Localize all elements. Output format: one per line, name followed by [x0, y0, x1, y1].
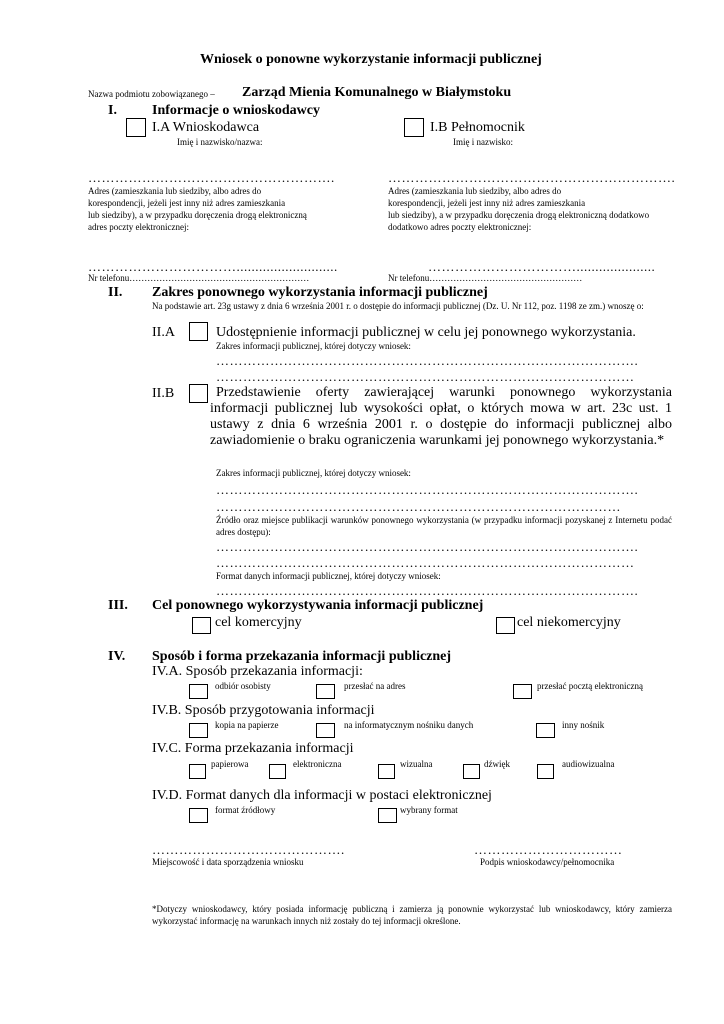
- mail-address-label: przesłać na adres: [344, 681, 406, 691]
- option-2b-text: Przedstawienie oferty zawierającej warunki ponownego wykorzystania informacji publicznej lub wysokości opłat, o których mowa w art. 23c ust. 1 ustawy z dnia 6 września 2001 r. o dostępie do informacji publicznej albo zawiadomienie o braku ograniczenia warunkami jej ponownego wykorzystania.*: [210, 385, 672, 448]
- paper-form-label: papierowa: [211, 759, 249, 769]
- applicant-address-label: Adres (zamieszkania lub siedziby, albo adres do korespondencji, jeżeli jest inny niż adres zamieszkania lub siedziby), a w przypadku doręczenia drogą elektroniczną adres poczty elektronicznej:: [88, 186, 307, 232]
- digital-medium-checkbox[interactable]: [316, 723, 335, 738]
- section2-intro: Na podstawie art. 23g ustawy z dnia 6 września 2001 r. o dostępie do informacji publicznej (Dz. U. Nr 112, poz. 1198 ze zm.) wnoszę o:: [152, 301, 644, 311]
- other-medium-checkbox[interactable]: [536, 723, 555, 738]
- option-2a-code: II.A: [152, 325, 175, 340]
- form-title: Wniosek o ponowne wykorzystanie informacji publicznej: [200, 52, 542, 67]
- noncommercial-label: cel niekomercyjny: [517, 615, 621, 630]
- email-checkbox[interactable]: [513, 684, 532, 699]
- section3-title: Cel ponownego wykorzystywania informacji publicznej: [152, 598, 484, 613]
- signature-label: Podpis wnioskodawcy/pełnomocnika: [480, 857, 615, 867]
- applicant-label: I.A Wnioskodawca: [152, 120, 260, 135]
- noncommercial-checkbox[interactable]: [496, 617, 515, 634]
- email-label: przesłać pocztą elektroniczną: [537, 681, 643, 691]
- section1-number: I.: [108, 103, 117, 118]
- option-2b-checkbox[interactable]: [189, 384, 208, 403]
- entity-name: Zarząd Mienia Komunalnego w Białymstoku: [242, 85, 512, 100]
- proxy-checkbox[interactable]: [404, 118, 424, 137]
- other-medium-label: inny nośnik: [562, 720, 605, 730]
- source-field-1[interactable]: ………………………………………………………………………………….: [216, 539, 639, 554]
- data-format-field[interactable]: ………………………………………………………………………………….: [216, 583, 639, 598]
- delivery-form-title: IV.C. Forma przekazania informacji: [152, 741, 354, 756]
- visual-form-checkbox[interactable]: [378, 764, 395, 779]
- chosen-format-checkbox[interactable]: [378, 808, 397, 823]
- commercial-checkbox[interactable]: [192, 617, 211, 634]
- paper-copy-label: kopia na papierze: [215, 720, 279, 730]
- place-date-label: Miejscowość i data sporządzenia wniosku: [152, 857, 304, 867]
- option-2a-checkbox[interactable]: [189, 322, 208, 341]
- option-2b-scope-field-2[interactable]: ………………………………………………………………………………: [216, 499, 621, 514]
- pickup-checkbox[interactable]: [189, 684, 208, 699]
- applicant-phone-field[interactable]: Nr telefonu……………………………………………………: [88, 273, 310, 283]
- option-2a-scope-field-2[interactable]: …………………………………………………………………………………: [216, 369, 635, 384]
- electronic-form-label: elektroniczna: [293, 759, 342, 769]
- chosen-format-label: wybrany format: [400, 805, 458, 815]
- option-2a-scope-field-1[interactable]: ………………………………………………………………………………….: [216, 353, 639, 368]
- source-format-label: format źródłowy: [215, 805, 276, 815]
- audio-form-checkbox[interactable]: [463, 764, 480, 779]
- pickup-label: odbiór osobisty: [215, 681, 271, 691]
- data-format-section-title: IV.D. Format danych dla informacji w postaci elektronicznej: [152, 788, 492, 803]
- proxy-address-label: Adres (zamieszkania lub siedziby, albo adres do korespondencji, jeżeli jest inny niż adres zamieszkania lub siedziby), a w przypadku doręczenia drogą elektroniczną dodatkowo dodatkowo adres poczty elektronicznej:: [388, 186, 650, 232]
- applicant-name-label: Imię i nazwisko/nazwa:: [177, 137, 263, 147]
- option-2b-scope-field-1[interactable]: ………………………………………………………………………………….: [216, 482, 639, 497]
- proxy-name-label: Imię i nazwisko:: [453, 137, 513, 147]
- paper-copy-checkbox[interactable]: [189, 723, 208, 738]
- proxy-phone-field[interactable]: Nr telefonu……………………………………………: [388, 273, 583, 283]
- electronic-form-checkbox[interactable]: [269, 764, 286, 779]
- visual-form-label: wizualna: [400, 759, 433, 769]
- signature-field[interactable]: ……………………………: [474, 842, 623, 857]
- proxy-address-field[interactable]: …………………………….....................: [428, 259, 656, 274]
- commercial-label: cel komercyjny: [215, 615, 302, 630]
- source-label: Źródło oraz miejsce publikacji warunków ponownego wykorzystania (w przypadku informacji pozyskanej z Internetu podać adres dostępu):: [216, 515, 672, 537]
- applicant-name-field[interactable]: ……………………………………………….: [88, 170, 335, 185]
- section2-number: II.: [108, 285, 123, 300]
- audiovisual-form-checkbox[interactable]: [537, 764, 554, 779]
- audio-form-label: dźwięk: [484, 759, 510, 769]
- section2-title: Zakres ponownego wykorzystania informacji publicznej: [152, 285, 488, 300]
- preparation-method-title: IV.B. Sposób przygotowania informacji: [152, 703, 375, 718]
- applicant-checkbox[interactable]: [126, 118, 146, 137]
- option-2a-scope-label: Zakres informacji publicznej, której dotyczy wniosek:: [216, 341, 411, 351]
- applicant-address-field[interactable]: ……………………………...........................: [88, 259, 338, 274]
- paper-form-checkbox[interactable]: [189, 764, 206, 779]
- audiovisual-form-label: audiowizualna: [562, 759, 615, 769]
- option-2a-text: Udostępnienie informacji publicznej w celu jej ponownego wykorzystania.: [216, 325, 636, 340]
- source-format-checkbox[interactable]: [189, 808, 208, 823]
- option-2b-scope-label: Zakres informacji publicznej, której dotyczy wniosek:: [216, 468, 411, 478]
- section3-number: III.: [108, 598, 128, 613]
- section4-title: Sposób i forma przekazania informacji publicznej: [152, 649, 452, 664]
- mail-address-checkbox[interactable]: [316, 684, 335, 699]
- section4-number: IV.: [108, 649, 126, 664]
- option-2b-code: II.B: [152, 386, 175, 401]
- place-date-field[interactable]: …………………………………….: [152, 842, 345, 857]
- entity-label: Nazwa podmiotu zobowiązanego –: [88, 89, 215, 99]
- digital-medium-label: na informatycznym nośniku danych: [344, 720, 474, 730]
- source-field-2[interactable]: …………………………………………………………………………………: [216, 555, 635, 570]
- footnote: *Dotyczy wnioskodawcy, który posiada informację publiczną i zamierza ją ponownie wykorzystać lub wnioskodawcy, który zamierza wykorzystać informację na warunkach innych niż zostały do tej informacji określone.: [152, 904, 672, 926]
- delivery-method-title: IV.A. Sposób przekazania informacji:: [152, 664, 363, 679]
- section1-title: Informacje o wnioskodawcy: [152, 103, 320, 118]
- proxy-label: I.B Pełnomocnik: [430, 120, 525, 135]
- data-format-label: Format danych informacji publicznej, której dotyczy wniosek:: [216, 571, 441, 581]
- proxy-name-field[interactable]: ……………………………………………………….: [388, 170, 676, 185]
